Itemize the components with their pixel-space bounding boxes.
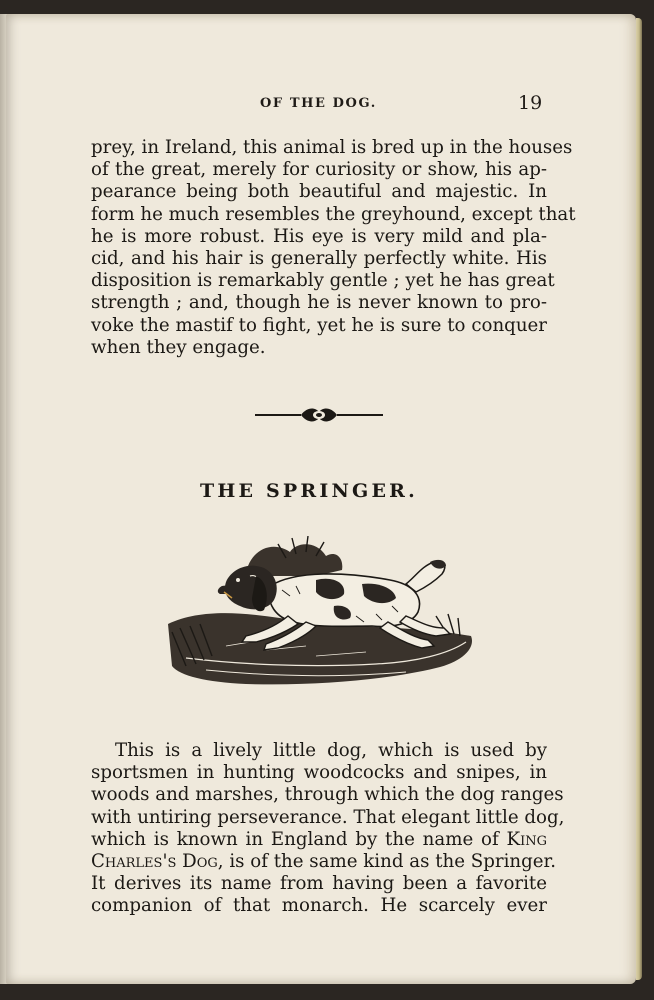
text-line: form he much resembles the greyhound, except that [91,203,576,225]
running-head [0,92,654,116]
text-line: prey, in Ireland, this animal is bred up in the houses [91,137,573,158]
small-caps-name: Charles's Dog [91,851,218,873]
text-line: sportsmen in hunting woodcocks and snipes, in [91,762,547,784]
text-line: strength ; and, though he is never known to pro- [91,292,547,314]
ornament-divider [255,404,383,426]
text-line: It derives its name from having been a favorite [91,873,547,895]
text-span: which is known in England by the name of [91,828,507,850]
text-line: with untiring perseverance. That elegant little dog, [91,806,565,828]
page-edge [636,18,642,980]
text-line [91,829,547,851]
small-caps-name: King [506,828,547,850]
running-title: OF THE DOG. [260,96,377,111]
text-line: woods and marshes, through which the dog ranges [91,784,564,806]
page-number: 19 [518,92,543,114]
paragraph-1 [91,137,576,359]
text-line: companion of that monarch. He scarcely ever [91,895,547,917]
text-line: voke the mastif to fight, yet he is sure to conquer [91,314,547,336]
springer-dog-icon [166,536,478,692]
text-line: pearance being both beautiful and majestic. In [91,181,547,203]
text-line [91,851,556,873]
text-line: cid, and his hair is generally perfectly white. His [91,248,547,270]
text-line: disposition is remarkably gentle ; yet he has great [91,270,555,292]
section-title: THE SPRINGER. [200,480,418,502]
paragraph-2 [91,740,565,918]
text-line: when they engage. [91,336,266,358]
text-line: This is a lively little dog, which is used by [115,740,547,761]
text-line: of the great, merely for curiosity or show, his ap- [91,159,547,181]
text-line: he is more robust. His eye is very mild and pla- [91,225,547,247]
text-span: , is of the same kind as the Springer. [217,851,556,873]
